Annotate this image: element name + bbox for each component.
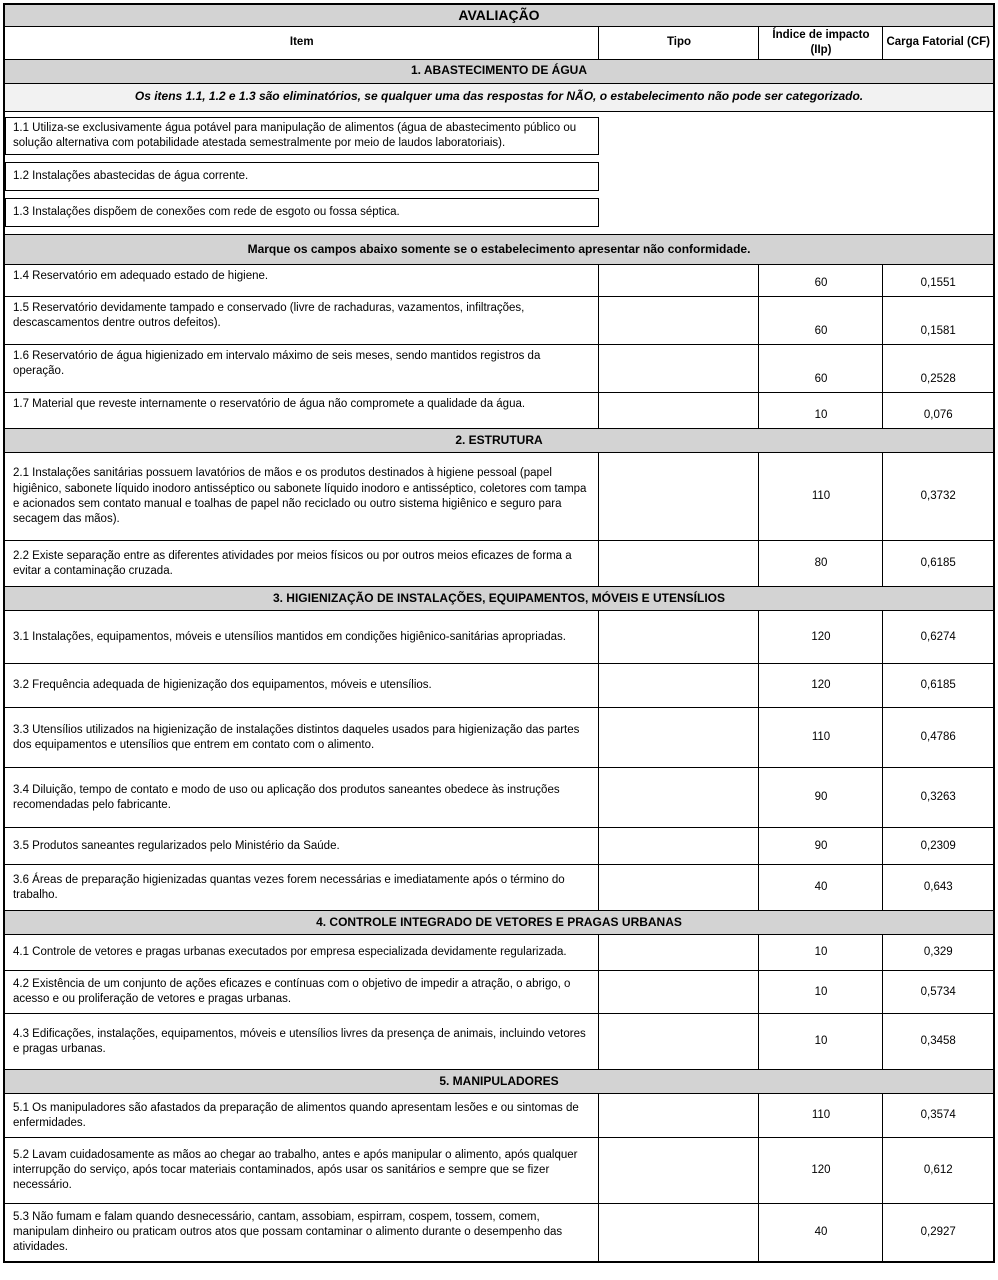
col-header-tipo: Tipo [599, 26, 759, 59]
notice-row [4, 235, 994, 265]
cf-value: 0,2309 [883, 828, 994, 865]
tipo-field[interactable] [599, 611, 759, 664]
table-row-1-5 [4, 297, 994, 345]
item-text: 3.3 Utensílios utilizados na higienização de instalações distintos daqueles usados para higienização das partes dos equipamentos e utensílios que entrem em contato com o alimento. [4, 708, 599, 768]
table-row-4-3 [4, 1014, 994, 1070]
page-title: AVALIAÇÃO [4, 4, 994, 26]
cf-value: 0,3263 [883, 768, 994, 828]
cf-value: 0,6274 [883, 611, 994, 664]
section-header-5 [4, 1070, 994, 1094]
iip-value: 110 [759, 453, 883, 541]
table-row-3-4 [4, 768, 994, 828]
section-title: 5. MANIPULADORES [4, 1070, 994, 1094]
iip-value: 10 [759, 1014, 883, 1070]
cf-value: 0,6185 [883, 664, 994, 708]
tipo-field[interactable] [599, 345, 759, 393]
item-box-1-2: 1.2 Instalações abastecidas de água corrente. [5, 162, 599, 191]
item-text: 5.1 Os manipuladores são afastados da preparação de alimentos quando apresentam lesões e ou sintomas de enfermidades. [4, 1094, 599, 1138]
tipo-field[interactable] [599, 935, 759, 971]
cf-value: 0,329 [883, 935, 994, 971]
iip-value: 110 [759, 708, 883, 768]
item-text: 5.3 Não fumam e falam quando desnecessário, cantam, assobiam, espirram, cospem, tossem, comem, manipulam dinheiro ou praticam outros atos que possam contaminar o alimento durante o desempenho das atividades. [4, 1204, 599, 1262]
table-row-3-3 [4, 708, 994, 768]
iip-value: 40 [759, 865, 883, 911]
cf-value: 0,6185 [883, 541, 994, 587]
title-row [4, 4, 994, 26]
table-row-1-4 [4, 265, 994, 297]
item-text: 1.6 Reservatório de água higienizado em intervalo máximo de seis meses, sendo mantidos registros da operação. [4, 345, 599, 393]
eliminatory-note-row [4, 83, 994, 111]
table-row-5-1 [4, 1094, 994, 1138]
tipo-field[interactable] [599, 1204, 759, 1262]
section-header-1 [4, 59, 994, 83]
iip-value: 60 [759, 297, 883, 345]
avaliacao-table [3, 3, 995, 1263]
item-text: 2.2 Existe separação entre as diferentes atividades por meios físicos ou por outros meios eficazes de forma a evitar a contaminação cruzada. [4, 541, 599, 587]
cf-value: 0,4786 [883, 708, 994, 768]
table-row-1-6 [4, 345, 994, 393]
item-text: 2.1 Instalações sanitárias possuem lavatórios de mãos e os produtos destinados à higiene pessoal (papel higiênico, sabonete líquido inodoro antisséptico ou sabonete líquido inodoro e antisséptico, coletores com tampa e acionados sem contato manual e toalhas de papel não reciclado ou outro sistema higiênico e seguro para secagem das mãos). [4, 453, 599, 541]
iip-value: 90 [759, 828, 883, 865]
table-row-1-7 [4, 393, 994, 429]
table-row-3-6 [4, 865, 994, 911]
item-text: 3.2 Frequência adequada de higienização dos equipamentos, móveis e utensílios. [4, 664, 599, 708]
iip-value: 90 [759, 768, 883, 828]
item-text: 1.5 Reservatório devidamente tampado e conservado (livre de rachaduras, vazamentos, infiltrações, descascamentos dentre outros defeitos). [4, 297, 599, 345]
table-row-4-1 [4, 935, 994, 971]
iip-value: 60 [759, 345, 883, 393]
table-row-4-2 [4, 971, 994, 1014]
cf-value: 0,643 [883, 865, 994, 911]
tipo-field[interactable] [599, 297, 759, 345]
item-text: 3.1 Instalações, equipamentos, móveis e utensílios mantidos em condições higiênico-sanitárias apropriadas. [4, 611, 599, 664]
table-row-3-1 [4, 611, 994, 664]
tipo-field[interactable] [599, 1094, 759, 1138]
cf-value: 0,1581 [883, 297, 994, 345]
table-row-5-3 [4, 1204, 994, 1262]
tipo-field[interactable] [599, 541, 759, 587]
tipo-field[interactable] [599, 1138, 759, 1204]
item-text: 4.2 Existência de um conjunto de ações eficazes e contínuas com o objetivo de impedir a atração, o abrigo, o acesso e ou proliferação de vetores e pragas urbanas. [4, 971, 599, 1014]
iip-value: 60 [759, 265, 883, 297]
tipo-field[interactable] [599, 453, 759, 541]
notice-text: Marque os campos abaixo somente se o estabelecimento apresentar não conformidade. [4, 235, 994, 265]
tipo-field[interactable] [599, 393, 759, 429]
section-title: 3. HIGIENIZAÇÃO DE INSTALAÇÕES, EQUIPAMENTOS, MÓVEIS E UTENSÍLIOS [4, 587, 994, 611]
tipo-field[interactable] [599, 1014, 759, 1070]
col-header-item: Item [4, 26, 599, 59]
iip-value: 120 [759, 664, 883, 708]
iip-value: 110 [759, 1094, 883, 1138]
item-box-1-1: 1.1 Utiliza-se exclusivamente água potável para manipulação de alimentos (água de abastecimento público ou solução alternativa com potabilidade atestada semestralmente por meio de laudos laboratoriais). [5, 117, 599, 155]
table-row-2-2 [4, 541, 994, 587]
col-header-iip: Índice de impacto (IIp) [759, 26, 883, 59]
section-title: 4. CONTROLE INTEGRADO DE VETORES E PRAGAS URBANAS [4, 911, 994, 935]
section-title: 1. ABASTECIMENTO DE ÁGUA [4, 59, 994, 83]
section-title: 2. ESTRUTURA [4, 429, 994, 453]
item-box-1-3: 1.3 Instalações dispõem de conexões com rede de esgoto ou fossa séptica. [5, 198, 599, 227]
iip-value: 80 [759, 541, 883, 587]
tipo-field[interactable] [599, 708, 759, 768]
col-header-cf: Carga Fatorial (CF) [883, 26, 994, 59]
cf-value: 0,3574 [883, 1094, 994, 1138]
tipo-field[interactable] [599, 828, 759, 865]
eliminatory-items-area [4, 111, 599, 234]
eliminatory-response-area[interactable] [599, 111, 994, 234]
iip-value: 10 [759, 935, 883, 971]
cf-value: 0,3732 [883, 453, 994, 541]
item-text: 5.2 Lavam cuidadosamente as mãos ao chegar ao trabalho, antes e após manipular o alimento, após qualquer interrupção do serviço, após tocar materiais contaminados, após usar os sanitários e sempre que se fizer necessário. [4, 1138, 599, 1204]
cf-value: 0,612 [883, 1138, 994, 1204]
section-header-3 [4, 587, 994, 611]
cf-value: 0,1551 [883, 265, 994, 297]
iip-value: 10 [759, 971, 883, 1014]
iip-value: 10 [759, 393, 883, 429]
cf-value: 0,2927 [883, 1204, 994, 1262]
item-text: 4.1 Controle de vetores e pragas urbanas executados por empresa especializada devidamente regularizada. [4, 935, 599, 971]
iip-value: 40 [759, 1204, 883, 1262]
table-row-3-2 [4, 664, 994, 708]
table-row-3-5 [4, 828, 994, 865]
item-text: 1.4 Reservatório em adequado estado de higiene. [4, 265, 599, 297]
iip-value: 120 [759, 1138, 883, 1204]
column-header-row [4, 26, 994, 59]
tipo-field[interactable] [599, 664, 759, 708]
cf-value: 0,3458 [883, 1014, 994, 1070]
item-text: 3.5 Produtos saneantes regularizados pelo Ministério da Saúde. [4, 828, 599, 865]
section-header-4 [4, 911, 994, 935]
item-text: 3.4 Diluição, tempo de contato e modo de uso ou aplicação dos produtos saneantes obedece às instruções recomendadas pelo fabricante. [4, 768, 599, 828]
item-text: 3.6 Áreas de preparação higienizadas quantas vezes forem necessárias e imediatamente após o término do trabalho. [4, 865, 599, 911]
tipo-field[interactable] [599, 768, 759, 828]
eliminatory-items-row [4, 111, 994, 234]
cf-value: 0,076 [883, 393, 994, 429]
tipo-field[interactable] [599, 865, 759, 911]
table-row-5-2 [4, 1138, 994, 1204]
cf-value: 0,5734 [883, 971, 994, 1014]
item-text: 1.7 Material que reveste internamente o reservatório de água não compromete a qualidade da água. [4, 393, 599, 429]
item-text: 4.3 Edificações, instalações, equipamentos, móveis e utensílios livres da presença de animais, incluindo vetores e pragas urbanas. [4, 1014, 599, 1070]
iip-value: 120 [759, 611, 883, 664]
eliminatory-note: Os itens 1.1, 1.2 e 1.3 são eliminatórios, se qualquer uma das respostas for NÃO, o estabelecimento não pode ser categorizado. [4, 83, 994, 111]
cf-value: 0,2528 [883, 345, 994, 393]
table-row-2-1 [4, 453, 994, 541]
section-header-2 [4, 429, 994, 453]
tipo-field[interactable] [599, 265, 759, 297]
tipo-field[interactable] [599, 971, 759, 1014]
